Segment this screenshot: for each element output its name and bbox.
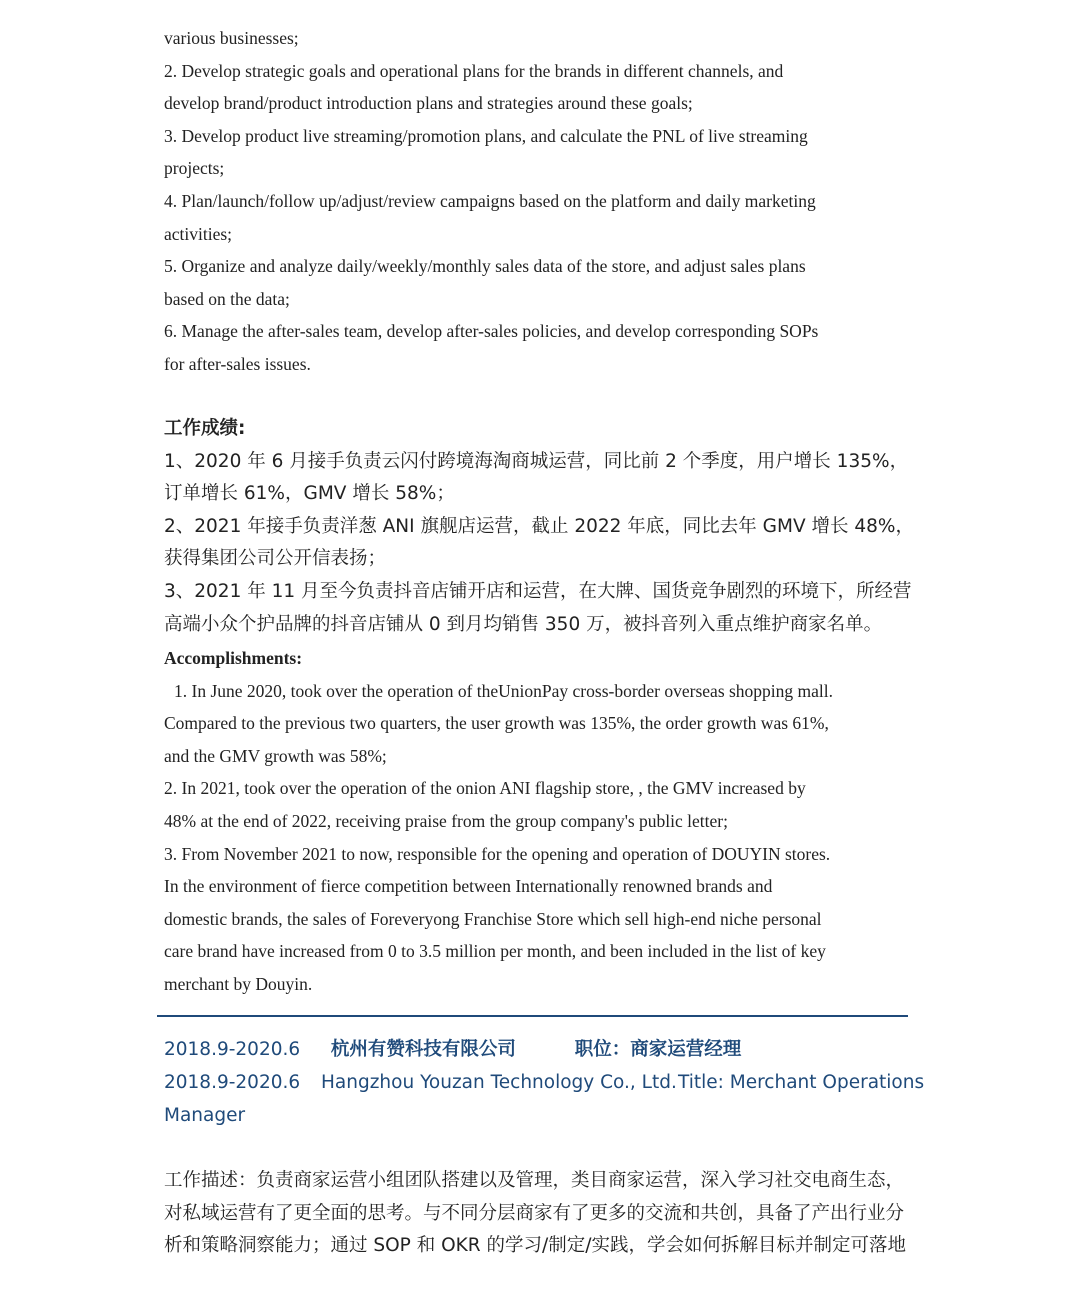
section-divider [157, 1015, 908, 1017]
achievement-en-line: 1. In June 2020, took over the operation of theUnionPay cross-border overseas shopping mall. [174, 680, 834, 701]
job-description-cn [164, 1165, 906, 1263]
achievement-cn-line: 1、2020 年 6 月接手负责云闪付跨境海淘商城运营，同比前 2 个季度，用户增长 135%， [164, 450, 909, 472]
achievements-cn-heading: 工作成绩: [164, 418, 246, 439]
job-period-en: 2018.9-2020.6 [164, 1072, 301, 1093]
duties-en-section [164, 22, 818, 381]
achievement-en-line: 2. In 2021, took over the operation of the onion ANI flagship store, , the GMV increased by [164, 778, 806, 799]
duty-line: activities; [164, 223, 233, 244]
job-company-cn: 杭州有赞科技有限公司 [330, 1039, 516, 1060]
achievements-en-section [164, 642, 833, 1001]
duty-line: various businesses; [164, 28, 299, 48]
achievement-en-line: merchant by Douyin. [164, 973, 313, 994]
duty-line: 3. Develop product live streaming/promotion plans, and calculate the PNL of live streaming [164, 125, 808, 146]
duty-line: 4. Plan/launch/follow up/adjust/review campaigns based on the platform and daily marketing [164, 190, 816, 211]
duty-line: projects; [164, 158, 225, 179]
achievement-cn-line: 订单增长 61%，GMV 增长 58%； [164, 483, 455, 505]
job-header-cn [164, 1034, 741, 1067]
achievement-cn-line: 获得集团公司公开信表扬； [164, 548, 387, 570]
duty-line: 2. Develop strategic goals and operational plans for the brands in different channels, and [164, 60, 784, 81]
duty-line: 6. Manage the after-sales team, develop after-sales policies, and develop corresponding SOPs [164, 321, 819, 342]
job-company-en: Hangzhou Youzan Technology Co., Ltd. [321, 1072, 677, 1093]
achievement-en-line: care brand have increased from 0 to 3.5 million per month, and been included in the list of key [164, 941, 826, 962]
job-description-line: 析和策略洞察能力；通过 SOP 和 OKR 的学习/制定/实践，学会如何拆解目标并制定可落地 [164, 1235, 906, 1257]
achievement-en-line: and the GMV growth was 58%; [164, 745, 387, 766]
duty-line: 5. Organize and analyze daily/weekly/monthly sales data of the store, and adjust sales plans [164, 256, 806, 277]
achievements-cn-section [164, 413, 914, 641]
duty-line: based on the data; [164, 288, 290, 309]
job-title-en-cont: Manager [164, 1104, 246, 1126]
achievement-cn-line: 高端小众个护品牌的抖音店铺从 0 到月均销售 350 万，被抖音列入重点维护商家名单。 [164, 613, 883, 635]
achievement-en-line: domestic brands, the sales of Foreveryong Franchise Store which sell high-end niche personal [164, 908, 822, 929]
duty-line: develop brand/product introduction plans and strategies around these goals; [164, 93, 693, 114]
achievement-en-line: Compared to the previous two quarters, the user growth was 135%, the order growth was 61%, [164, 713, 829, 734]
achievement-cn-line: 2、2021 年接手负责洋葱 ANI 旗舰店运营，截止 2022 年底，同比去年 GMV 增长 48%， [164, 515, 915, 537]
job-header-en [164, 1067, 924, 1132]
achievement-en-line: 48% at the end of 2022, receiving praise from the group company's public letter; [164, 810, 728, 831]
achievements-en-heading: Accomplishments: [164, 648, 303, 668]
job-title-en: Title: Merchant Operations [678, 1072, 925, 1093]
job-description-line: 对私域运营有了更全面的思考。与不同分层商家有了更多的交流和共创，具备了产出行业分 [164, 1202, 905, 1224]
duty-line: for after-sales issues. [164, 353, 311, 374]
job-title-cn: 职位：商家运营经理 [574, 1039, 742, 1060]
achievement-en-line: 3. From November 2021 to now, responsible for the opening and operation of DOUYIN stores. [164, 843, 831, 864]
achievement-cn-line: 3、2021 年 11 月至今负责抖音店铺开店和运营，在大牌、国货竞争剧烈的环境下，所经营 [164, 580, 912, 602]
job-period-cn: 2018.9-2020.6 [164, 1039, 301, 1060]
achievement-en-line: In the environment of fierce competition between Internationally renowned brands and [164, 876, 773, 897]
job-description-line: 工作描述：负责商家运营小组团队搭建以及管理，类目商家运营，深入学习社交电商生态， [164, 1170, 905, 1191]
